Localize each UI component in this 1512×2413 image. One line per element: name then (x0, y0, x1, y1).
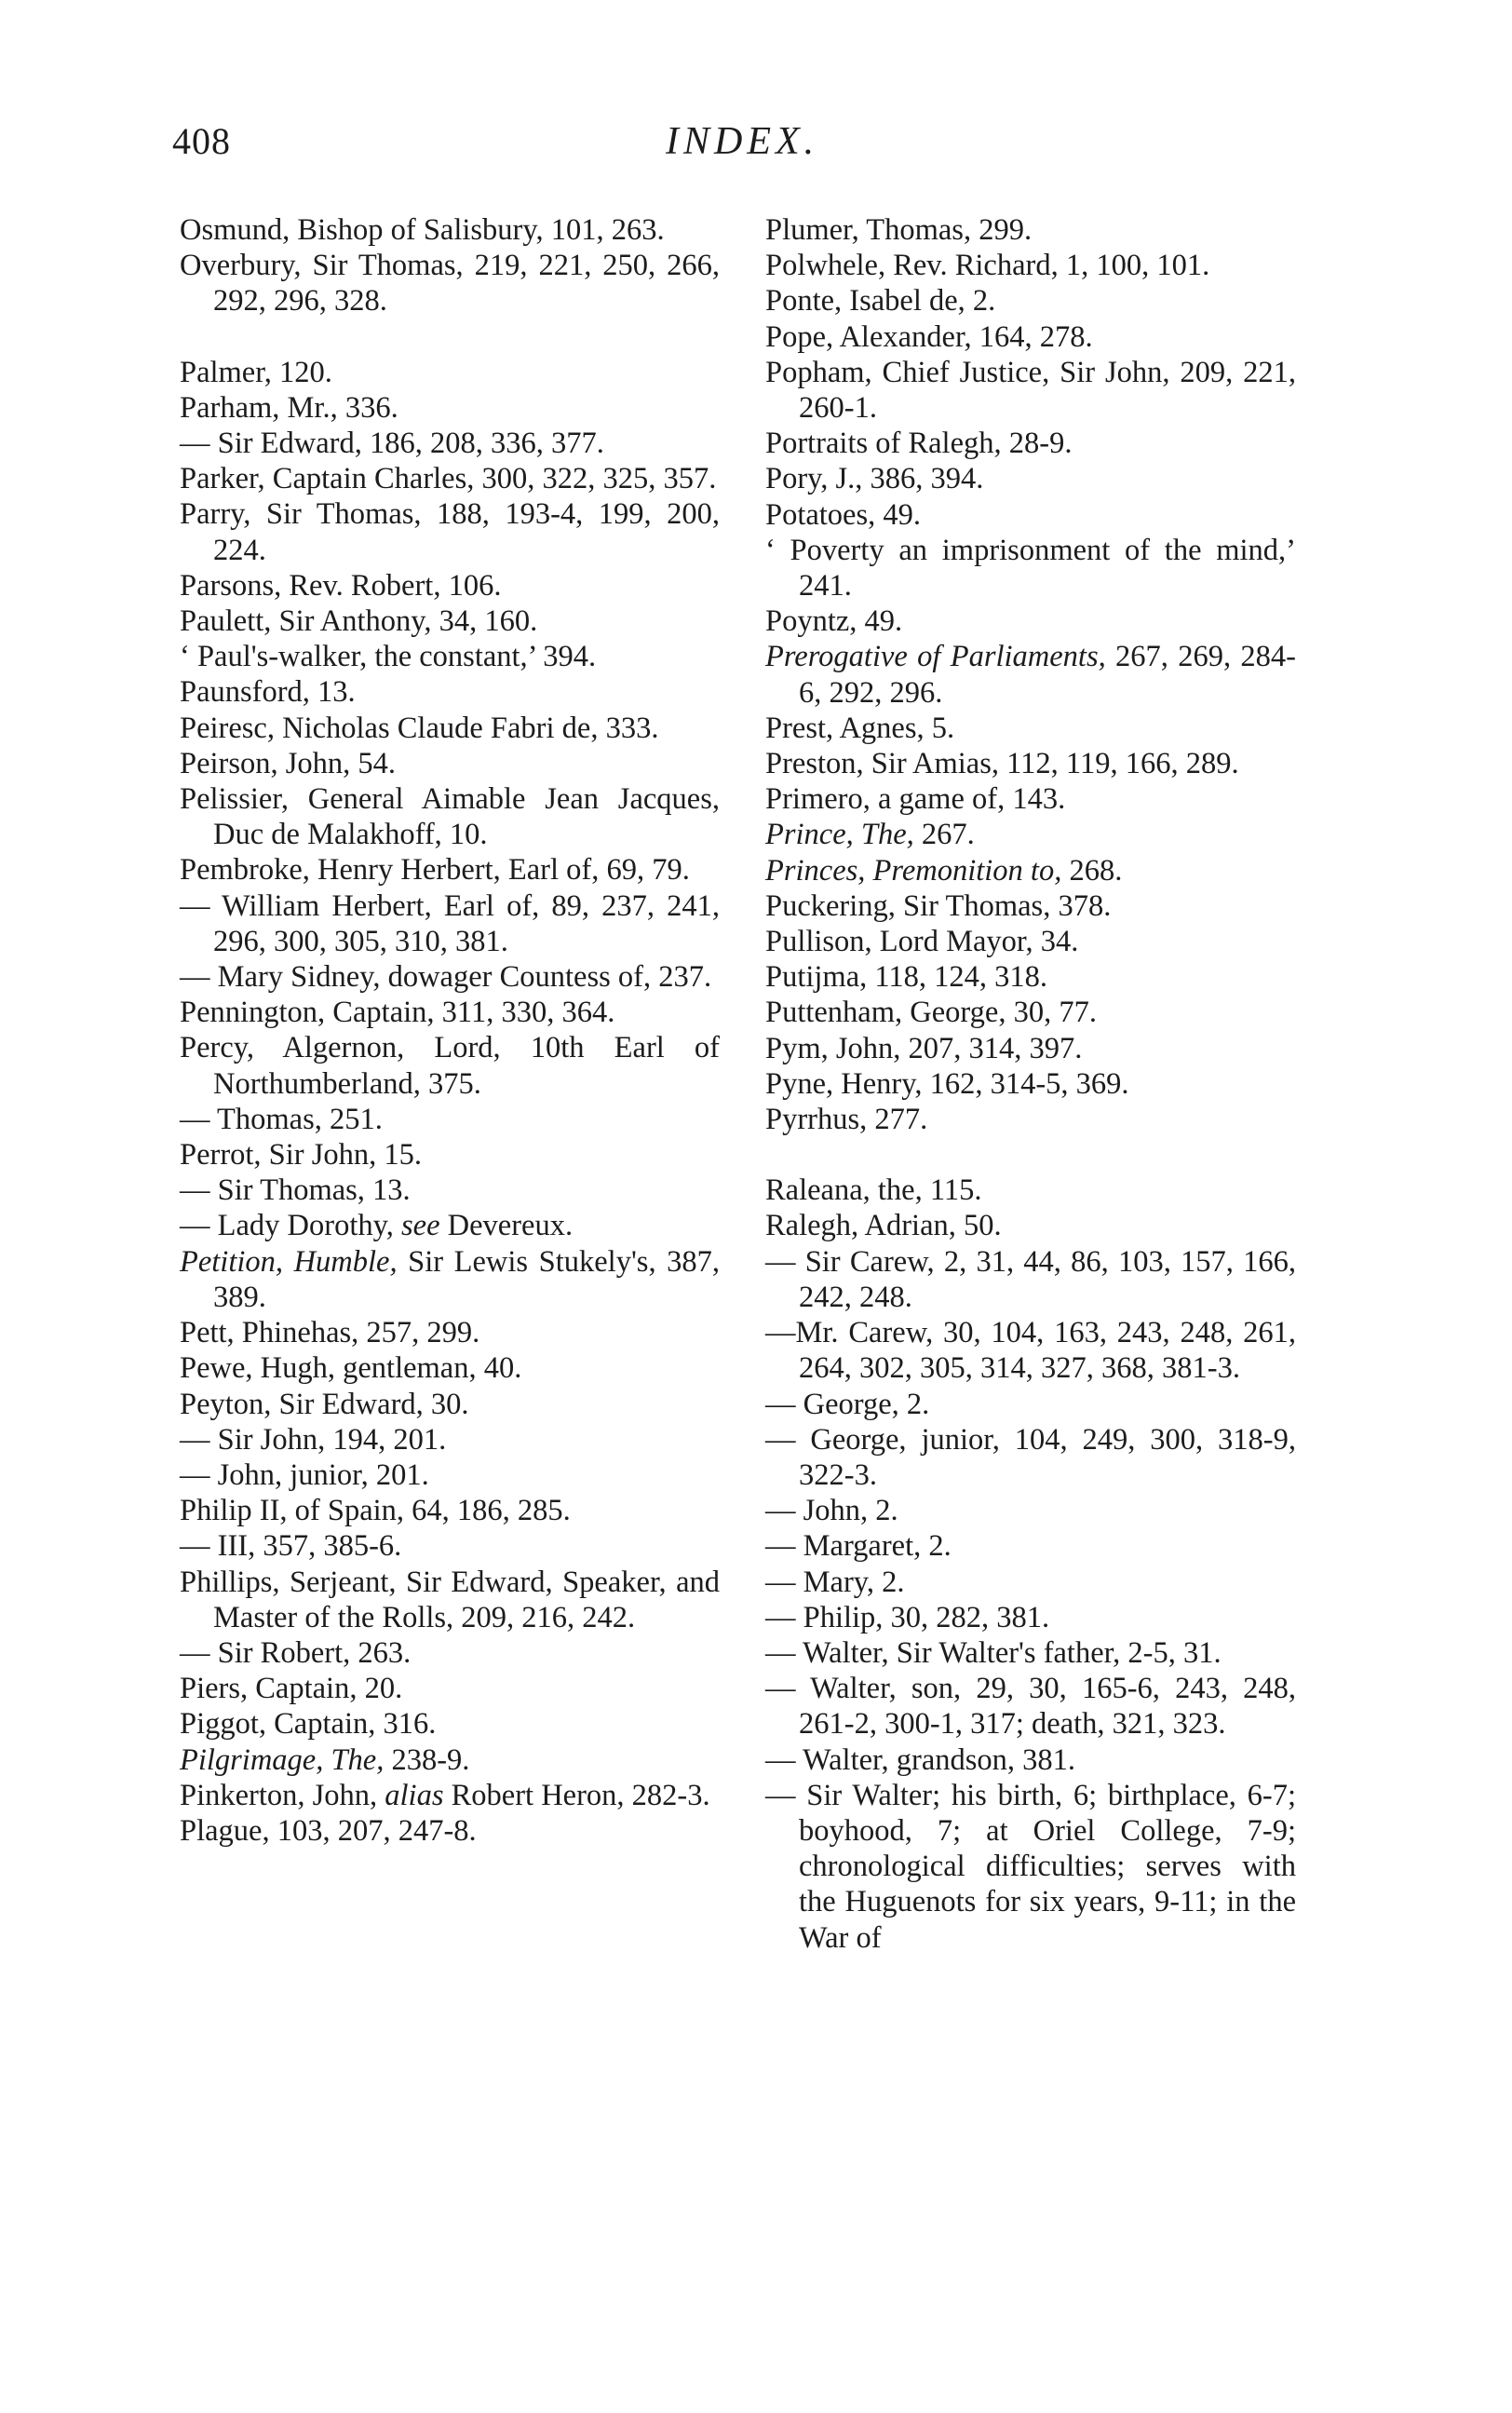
index-entry (180, 674, 720, 710)
page-number: 408 (172, 120, 231, 162)
page-header (172, 119, 1289, 175)
index-entry-text: — Philip, 30, 282, 381. (765, 1600, 1050, 1634)
index-entry (180, 1315, 720, 1350)
index-entry (180, 1102, 720, 1137)
index-entry (765, 1173, 1296, 1208)
index-entry-text: — Walter, Sir Walter's father, 2-5, 31. (765, 1635, 1222, 1670)
index-entry (765, 959, 1296, 995)
index-entry-italic-text: Pilgrimage, The, (180, 1742, 385, 1777)
index-entry-text: Puttenham, George, 30, 77. (765, 996, 1097, 1030)
page-title: INDEX. (666, 120, 819, 163)
index-entry-text: Osmund, Bishop of Salisbury, 101, 263. (180, 213, 665, 247)
index-entry-text: ‘ Poverty an imprisonment of the mind,’ 241. (765, 533, 1296, 603)
index-entry-text: Raleana, the, 115. (765, 1173, 982, 1208)
index-entry (180, 248, 720, 319)
index-entry (180, 1813, 720, 1849)
index-entry (765, 319, 1296, 355)
index-entry-text: Pory, J., 386, 394. (765, 462, 984, 496)
index-entry-text: Devereux. (439, 1209, 574, 1243)
index-entry-text: 268. (1061, 853, 1123, 888)
index-entry-text: Philip II, of Spain, 64, 186, 285. (180, 1494, 571, 1528)
index-entry (765, 1422, 1296, 1493)
index-entry-text: Parham, Mr., 336. (180, 390, 398, 425)
index-entry-text: Peyton, Sir Edward, 30. (180, 1387, 469, 1421)
index-entry (180, 888, 720, 959)
index-entry-text: — Lady Dorothy, (180, 1209, 401, 1243)
index-entry (180, 639, 720, 674)
index-entry (180, 1208, 720, 1243)
index-entry-text: Paulett, Sir Anthony, 34, 160. (180, 604, 538, 639)
index-entry (180, 1244, 720, 1315)
index-entry (180, 1350, 720, 1386)
index-entry (765, 1600, 1296, 1635)
index-entry (765, 283, 1296, 319)
index-entry (765, 1528, 1296, 1564)
index-entry (765, 1778, 1296, 1956)
index-entry-text: Poyntz, 49. (765, 604, 903, 639)
index-entry-text: Pope, Alexander, 164, 278. (765, 319, 1093, 354)
index-entry-text: Phillips, Serjeant, Sir Edward, Speaker, and Master of the Rolls, 209, 216, 242. (180, 1565, 720, 1634)
index-entry-text: Polwhele, Rev. Richard, 1, 100, 101. (765, 249, 1210, 283)
index-entry (765, 533, 1296, 603)
index-entry-italic-text: Petition, Humble, (180, 1244, 398, 1279)
index-entry-text: — John, 2. (765, 1494, 898, 1528)
index-entry-text: Pinkerton, John, (180, 1778, 385, 1812)
index-entry-text: 267. (913, 818, 975, 852)
index-entry-italic-text: alias (385, 1778, 444, 1812)
index-entry-text: — George, junior, 104, 249, 300, 318-9, 322-3. (765, 1422, 1296, 1492)
index-entry-text: — Sir Walter; his birth, 6; birthplace, 6-7; boyhood, 7; at Oriel College, 7-9; chronological difficulties; serves with the Huguenots for six years, 9-11; in the War of (765, 1778, 1296, 1955)
index-entry-text: Pelissier, General Aimable Jean Jacques, Duc de Malakhoff, 10. (180, 782, 720, 852)
index-entry (765, 355, 1296, 426)
index-entry-text: Peiresc, Nicholas Claude Fabri de, 333. (180, 711, 659, 745)
index-entry-text: Pyne, Henry, 162, 314-5, 369. (765, 1066, 1129, 1101)
index-entry-text: Prest, Agnes, 5. (765, 711, 955, 745)
index-entry (765, 1387, 1296, 1422)
index-entry (765, 461, 1296, 496)
index-entry (765, 1315, 1296, 1386)
index-entry-text: 238-9. (384, 1742, 470, 1777)
index-entry-italic-text: Prince, The, (765, 818, 914, 852)
index-entry-italic-text: Princes, Premonition to, (765, 853, 1062, 888)
index-entry (180, 1137, 720, 1173)
index-entry-text: Pym, John, 207, 314, 397. (765, 1031, 1083, 1065)
index-entry (765, 212, 1296, 248)
index-entry-italic-text: see (401, 1209, 440, 1243)
index-entry-text: Pennington, Captain, 311, 330, 364. (180, 996, 615, 1030)
index-entry (180, 1173, 720, 1208)
index-entry-text: Preston, Sir Amias, 112, 119, 166, 289. (765, 747, 1239, 781)
index-entry (180, 959, 720, 995)
index-entry-text: Popham, Chief Justice, Sir John, 209, 221, 260-1. (765, 355, 1296, 426)
index-entry (180, 426, 720, 461)
index-entry (180, 1030, 720, 1101)
index-entry (765, 888, 1296, 924)
index-entry (765, 639, 1296, 710)
index-entry-text: Pullison, Lord Mayor, 34. (765, 925, 1079, 959)
index-entry (765, 426, 1296, 461)
index-entry-text: Robert Heron, 282-3. (443, 1778, 710, 1812)
index-entry (765, 1671, 1296, 1742)
index-entry-text: 267, 269, 284-6, 292, 296. (799, 640, 1296, 710)
index-entry-text: — Thomas, 251. (180, 1102, 383, 1136)
index-column-left (180, 212, 720, 1849)
index-entry-text: —Mr. Carew, 30, 104, 163, 243, 248, 261, 264, 302, 305, 314, 327, 368, 381-3. (765, 1316, 1296, 1386)
index-entry (765, 781, 1296, 817)
index-entry-text: Parry, Sir Thomas, 188, 193-4, 199, 200, 224. (180, 497, 720, 567)
index-entry (765, 1565, 1296, 1600)
index-entry (180, 711, 720, 746)
index-entry-text: Primero, a game of, 143. (765, 782, 1066, 817)
index-entry (765, 1031, 1296, 1066)
index-entry-text: Overbury, Sir Thomas, 219, 221, 250, 266, 292, 296, 328. (180, 249, 720, 319)
index-entry-text: Sir Lewis Stukely's, 387, 389. (213, 1244, 720, 1314)
index-entry (765, 1244, 1296, 1315)
index-entry-text: Palmer, 120. (180, 355, 332, 389)
index-entry (180, 995, 720, 1030)
index-entry (180, 603, 720, 639)
index-entry (765, 995, 1296, 1030)
index-entry-text: ‘ Paul's-walker, the constant,’ 394. (180, 640, 597, 674)
index-entry (180, 1778, 720, 1813)
index-entry-text: — George, 2. (765, 1387, 930, 1421)
index-entry-text: Potatoes, 49. (765, 497, 922, 532)
index-entry (180, 1565, 720, 1635)
index-entry (765, 853, 1296, 888)
index-entry-text: Pewe, Hugh, gentleman, 40. (180, 1351, 522, 1386)
index-entry (765, 497, 1296, 533)
index-entry-text: — Sir Robert, 263. (180, 1635, 412, 1670)
index-entry (180, 1635, 720, 1671)
index-entry-text: Pyrrhus, 277. (765, 1103, 928, 1137)
index-entry (765, 711, 1296, 746)
index-entry-text: Putijma, 118, 124, 318. (765, 960, 1048, 995)
index-entry (180, 1387, 720, 1422)
index-entry-text: Piggot, Captain, 316. (180, 1707, 437, 1742)
index-entry-text: Puckering, Sir Thomas, 378. (765, 888, 1112, 923)
index-entry (180, 461, 720, 496)
index-entry (180, 1422, 720, 1457)
index-entry-text: Portraits of Ralegh, 28-9. (765, 427, 1073, 461)
index-entry-text: — Mary, 2. (765, 1565, 905, 1599)
index-entry-text: Piers, Captain, 20. (180, 1672, 403, 1706)
index-entry-text: — Sir Thomas, 13. (180, 1173, 411, 1208)
index-entry (180, 568, 720, 603)
index-entry-text: Ponte, Isabel de, 2. (765, 284, 996, 319)
index-entry-text: — Walter, son, 29, 30, 165-6, 243, 248, 261-2, 300-1, 317; death, 321, 323. (765, 1672, 1296, 1742)
index-entry (765, 1493, 1296, 1528)
index-entry-text: Perrot, Sir John, 15. (180, 1138, 422, 1173)
index-entry (180, 496, 720, 567)
index-entry (180, 781, 720, 852)
index-entry (180, 746, 720, 781)
index-entry-text: Pett, Phinehas, 257, 299. (180, 1316, 480, 1350)
index-entry-italic-text: Prerogative of Parliaments, (765, 640, 1106, 674)
index-entry (180, 852, 720, 888)
index-section-gap (180, 319, 720, 355)
index-section-gap (765, 1137, 1296, 1173)
index-entry-text: — Walter, grandson, 381. (765, 1742, 1076, 1777)
index-entry-text: Paunsford, 13. (180, 675, 356, 710)
index-entry (765, 248, 1296, 283)
index-entry-text: — Mary Sidney, dowager Countess of, 237. (180, 960, 712, 995)
index-entry (765, 1635, 1296, 1671)
index-entry (765, 746, 1296, 781)
index-entry (765, 817, 1296, 852)
index-entry (180, 1457, 720, 1493)
index-entry (765, 1208, 1296, 1243)
index-entry (765, 924, 1296, 959)
index-entry-text: Parsons, Rev. Robert, 106. (180, 568, 502, 603)
index-entry (180, 1671, 720, 1706)
index-entry-text: Pembroke, Henry Herbert, Earl of, 69, 79. (180, 853, 690, 888)
index-entry-text: Parker, Captain Charles, 300, 322, 325, 357. (180, 462, 717, 496)
index-entry-text: — William Herbert, Earl of, 89, 237, 241, 296, 300, 305, 310, 381. (180, 888, 720, 958)
index-entry-text: — Margaret, 2. (765, 1529, 952, 1564)
index-entry (765, 603, 1296, 639)
index-entry (180, 212, 720, 248)
index-entry (180, 390, 720, 426)
index-entry (180, 1706, 720, 1742)
index-entry-text: Peirson, John, 54. (180, 746, 397, 780)
index-entry (765, 1742, 1296, 1778)
index-entry (180, 1528, 720, 1564)
index-entry-text: Plague, 103, 207, 247-8. (180, 1813, 477, 1848)
index-entry-text: — III, 357, 385-6. (180, 1529, 402, 1564)
index-entry-text: Ralegh, Adrian, 50. (765, 1209, 1002, 1243)
index-entry (765, 1102, 1296, 1137)
index-entry-text: Plumer, Thomas, 299. (765, 213, 1033, 247)
index-entry (180, 1742, 720, 1778)
index-entry-text: — Sir Edward, 186, 208, 336, 377. (180, 427, 604, 461)
index-column-right (765, 212, 1296, 1956)
index-entry (180, 355, 720, 390)
index-entry (765, 1066, 1296, 1102)
index-entry-text: — Sir John, 194, 201. (180, 1422, 447, 1457)
index-entry (180, 1493, 720, 1528)
index-entry-text: — Sir Carew, 2, 31, 44, 86, 103, 157, 166, 242, 248. (765, 1244, 1296, 1314)
index-entry-text: — John, junior, 201. (180, 1457, 429, 1492)
index-entry-text: Percy, Algernon, Lord, 10th Earl of Northumberland, 375. (180, 1031, 720, 1101)
